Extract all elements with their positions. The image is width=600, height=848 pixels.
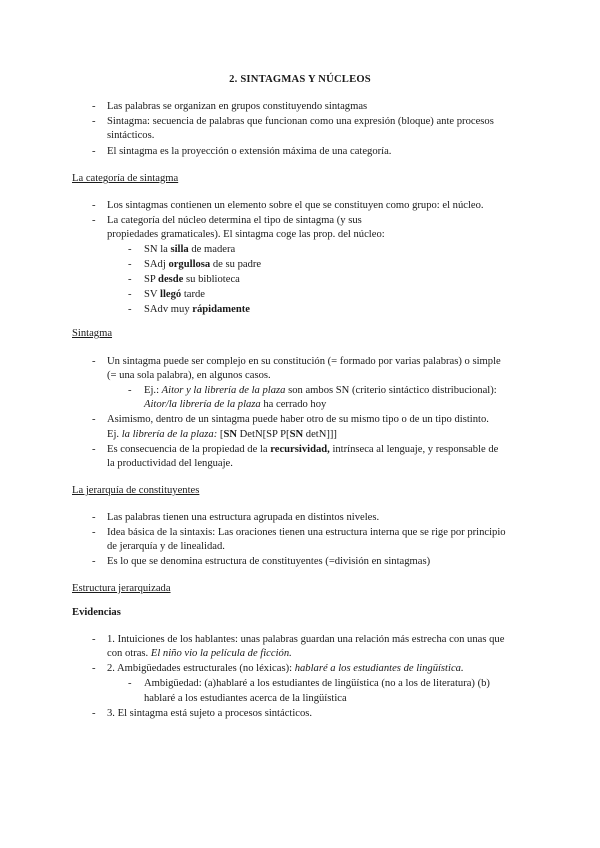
bullet-dash: -: [92, 556, 96, 567]
list-item: 2. Ambigüedades estructurales (no léxicas): hablaré a los estudiantes de lingüística.: [107, 663, 464, 674]
bullet-dash: -: [92, 634, 96, 645]
list-item-cont: de jerarquía y de linealidad.: [107, 541, 225, 552]
list-item: Las palabras se organizan en grupos constituyendo sintagmas: [107, 101, 368, 112]
list-item: Es consecuencia de la propiedad de la recursividad, intrínseca al lenguaje, y responsable de: [107, 444, 499, 455]
bullet-dash: -: [92, 663, 96, 674]
example-sn: SN la silla de madera: [144, 244, 236, 255]
bullet-dash: -: [92, 116, 96, 127]
example-bracketing: Ej. la librería de la plaza: [SN DetN[SP P[SN detN]]]: [107, 429, 337, 440]
example-sv: SV llegó tarde: [144, 289, 206, 300]
list-item-cont: (= una sola palabra), en algunos casos.: [107, 370, 271, 381]
bullet-dash: -: [92, 215, 96, 226]
list-item: Es lo que se denomina estructura de constituyentes (=división en sintagmas): [107, 556, 431, 567]
example-line: Ambigüedad: (a)hablaré a los estudiantes de lingüística (no a los de literatura) (b): [144, 678, 490, 689]
example-line-cont: Aitor/la librería de la plaza ha cerrado hoy: [144, 399, 327, 410]
list-item: La categoría del núcleo determina el tipo de sintagma (y sus: [107, 215, 362, 226]
example-sadj: SAdj orgullosa de su padre: [144, 259, 262, 270]
list-item: Un sintagma puede ser complejo en su constitución (= formado por varias palabras) o simple: [107, 356, 501, 367]
bullet-dash: -: [92, 414, 96, 425]
list-item: Idea básica de la sintaxis: Las oraciones tienen una estructura interna que se rige por principio: [107, 527, 506, 538]
page-title: 2. SINTAGMAS Y NÚCLEOS: [229, 74, 371, 85]
subheading-evidencias: Evidencias: [72, 607, 121, 618]
example-sp: SP desde su biblioteca: [144, 274, 240, 285]
example-line: Ej.: Aitor y la librería de la plaza son ambos SN (criterio sintáctico distribucional):: [144, 385, 497, 396]
sub-bullet-dash: -: [128, 304, 132, 315]
bullet-dash: -: [92, 708, 96, 719]
list-item: El sintagma es la proyección o extensión máxima de una categoría.: [107, 146, 392, 157]
list-item-cont: la productividad del lenguaje.: [107, 458, 233, 469]
bullet-dash: -: [92, 527, 96, 538]
bullet-dash: -: [92, 146, 96, 157]
bullet-dash: -: [92, 512, 96, 523]
example-sadv: SAdv muy rápidamente: [144, 304, 250, 315]
sub-bullet-dash: -: [128, 289, 132, 300]
list-item: Sintagma: secuencia de palabras que funcionan como una expresión (bloque) ante procesos: [107, 116, 494, 127]
sub-bullet-dash: -: [128, 274, 132, 285]
list-item-cont: propiedades gramaticales). El sintagma coge las prop. del núcleo:: [107, 229, 385, 240]
list-item: 3. El sintagma está sujeto a procesos sintácticos.: [107, 708, 313, 719]
list-item: Las palabras tienen una estructura agrupada en distintos niveles.: [107, 512, 380, 523]
sub-bullet-dash: -: [128, 678, 132, 689]
section-heading-categoria: La categoría de sintagma: [72, 173, 179, 184]
section-heading-jerarquia: La jerarquía de constituyentes: [72, 485, 200, 496]
list-item-cont: sintácticos.: [107, 130, 155, 141]
bullet-dash: -: [92, 200, 96, 211]
list-item: Los sintagmas contienen un elemento sobre el que se constituyen como grupo: el núcleo.: [107, 200, 484, 211]
list-item-cont: con otras. El niño vio la película de ficción.: [107, 648, 292, 659]
sub-bullet-dash: -: [128, 385, 132, 396]
bullet-dash: -: [92, 356, 96, 367]
example-line-cont: hablaré a los estudiantes acerca de la lingüística: [144, 693, 347, 704]
section-heading-estructura: Estructura jerarquizada: [72, 583, 171, 594]
section-heading-sintagma: Sintagma: [72, 328, 113, 339]
bullet-dash: -: [92, 444, 96, 455]
list-item: 1. Intuiciones de los hablantes: unas palabras guardan una relación más estrecha con unas que: [107, 634, 505, 645]
sub-bullet-dash: -: [128, 244, 132, 255]
bullet-dash: -: [92, 101, 96, 112]
sub-bullet-dash: -: [128, 259, 132, 270]
list-item: Asimismo, dentro de un sintagma puede haber otro de su mismo tipo o de un tipo distinto.: [107, 414, 489, 425]
